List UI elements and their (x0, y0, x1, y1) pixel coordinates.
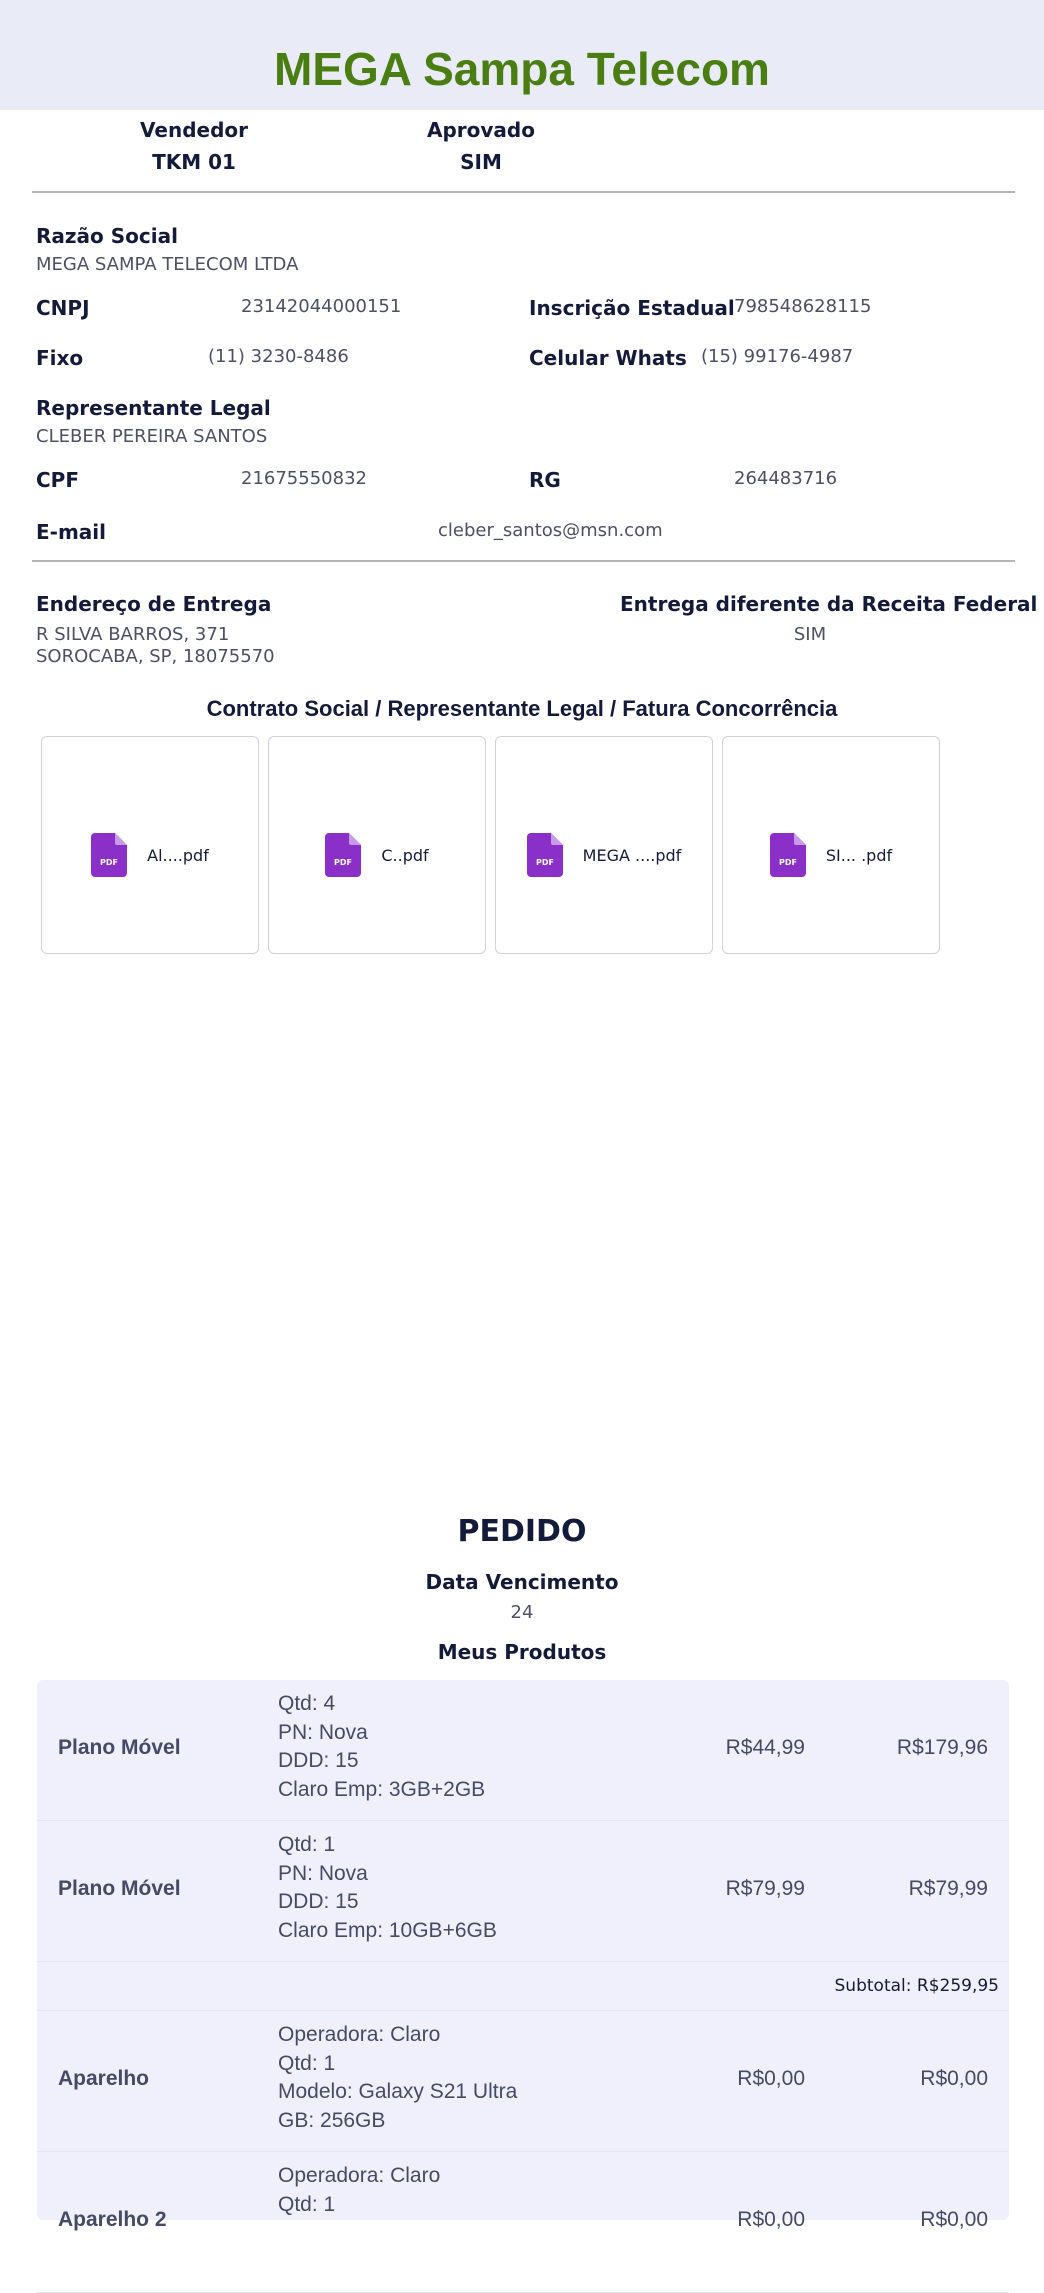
line-total: R$0,00 (920, 2067, 988, 2090)
endereco-entrega-label: Endereço de Entrega (36, 592, 272, 616)
product-name: Aparelho (58, 2067, 150, 2090)
line-total: R$0,00 (920, 2208, 988, 2231)
unit-price: R$0,00 (737, 2208, 805, 2231)
pdf-file-icon (527, 833, 563, 877)
product-details (278, 2021, 517, 2135)
razao-social-value: MEGA SAMPA TELECOM LTDA (36, 254, 299, 275)
file-name[interactable]: SI... .pdf (825, 845, 893, 865)
representante-legal-value: CLEBER PEREIRA SANTOS (36, 426, 268, 447)
product-detail-line: Modelo: Galaxy S21 Ultra (278, 2080, 518, 2103)
unit-price: R$44,99 (725, 1736, 805, 1759)
documents-title: Contrato Social / Representante Legal / Fatura Concorrência (206, 696, 838, 721)
product-row (37, 2011, 1009, 2152)
subtotal-row (37, 1962, 1009, 2011)
file-card[interactable] (41, 736, 259, 954)
file-card[interactable] (722, 736, 940, 954)
endereco-line-2: SOROCABA, SP, 18075570 (36, 646, 275, 667)
product-detail-line: Qtd: 4 (278, 1692, 336, 1715)
aprovado-label: Aprovado (427, 118, 535, 142)
product-detail-line: Operadora: Claro (278, 2023, 441, 2046)
pdf-file-icon (325, 833, 361, 877)
aprovado-value: SIM (460, 150, 502, 174)
file-card[interactable] (268, 736, 486, 954)
pedido-title: PEDIDO (457, 1514, 587, 1549)
meus-produtos-label: Meus Produtos (437, 1640, 607, 1664)
file-name[interactable]: MEGA ....pdf (582, 845, 682, 865)
product-details (278, 2162, 440, 2219)
product-detail-line: Qtd: 1 (278, 1833, 336, 1856)
svg-text:PDF: PDF (778, 858, 797, 867)
pdf-file-icon (91, 833, 127, 877)
cpf-label: CPF (36, 468, 79, 492)
product-details (278, 1690, 485, 1804)
product-row (37, 1821, 1009, 1962)
product-detail-line: Claro Emp: 10GB+6GB (278, 1918, 497, 1942)
entrega-diferente-value: SIM (793, 624, 827, 645)
product-detail-line: PN: Nova (278, 1861, 368, 1885)
entrega-diferente-label: Entrega diferente da Receita Federal (620, 592, 1038, 616)
products-table (37, 1680, 1009, 2231)
product-detail-line: Qtd: 1 (278, 2051, 336, 2075)
product-detail-line: DDD: 15 (278, 1890, 359, 1913)
product-details (278, 1831, 497, 1945)
celular-whats-value: (15) 99176-4987 (701, 346, 854, 367)
fixo-label: Fixo (36, 346, 84, 370)
divider (32, 191, 1015, 193)
file-card[interactable] (495, 736, 713, 954)
product-detail-line: PN: Nova (278, 1720, 368, 1744)
product-name: Aparelho 2 (58, 2208, 167, 2231)
unit-price: R$0,00 (737, 2067, 805, 2090)
product-detail-line: Qtd: 1 (278, 2192, 336, 2216)
pdf-file-icon (770, 833, 806, 877)
line-total: R$179,96 (896, 1736, 988, 1759)
cnpj-value: 23142044000151 (241, 296, 402, 317)
cpf-value: 21675550832 (241, 468, 367, 489)
vendedor-value: TKM 01 (152, 150, 236, 174)
file-name[interactable]: C..pdf (381, 845, 429, 865)
product-detail-line: Operadora: Claro (278, 2164, 441, 2187)
product-row (37, 2152, 1009, 2293)
product-detail-line: GB: 256GB (278, 2108, 386, 2132)
email-value: cleber_santos@msn.com (438, 520, 663, 541)
product-detail-line: DDD: 15 (278, 1749, 359, 1772)
fixo-value: (11) 3230-8486 (208, 346, 349, 367)
svg-text:PDF: PDF (100, 858, 119, 867)
email-label: E-mail (36, 520, 107, 544)
representante-legal-label: Representante Legal (36, 396, 271, 420)
celular-whats-label: Celular Whats (529, 346, 687, 370)
product-detail-line: Claro Emp: 3GB+2GB (278, 1777, 486, 1801)
inscricao-estadual-label: Inscrição Estadual (529, 296, 735, 320)
divider (32, 560, 1015, 562)
product-name: Plano Móvel (58, 1877, 181, 1900)
svg-text:PDF: PDF (535, 858, 554, 867)
svg-text:PDF: PDF (334, 858, 353, 867)
vendedor-label: Vendedor (140, 118, 248, 142)
inscricao-estadual-value: 798548628115 (734, 296, 872, 317)
endereco-line-1: R SILVA BARROS, 371 (36, 624, 230, 645)
product-row (37, 1680, 1009, 1821)
page-title: MEGA Sampa Telecom (274, 43, 770, 95)
unit-price: R$79,99 (725, 1877, 805, 1900)
data-vencimento-value: 24 (510, 1602, 534, 1623)
rg-label: RG (529, 468, 561, 492)
razao-social-label: Razão Social (36, 224, 178, 248)
file-name[interactable]: Al....pdf (147, 845, 209, 865)
line-total: R$79,99 (908, 1877, 988, 1900)
rg-value: 264483716 (734, 468, 838, 489)
product-name: Plano Móvel (58, 1736, 181, 1759)
subtotal: Subtotal: R$259,95 (834, 1976, 999, 1996)
data-vencimento-label: Data Vencimento (425, 1570, 619, 1594)
cnpj-label: CNPJ (36, 296, 90, 320)
